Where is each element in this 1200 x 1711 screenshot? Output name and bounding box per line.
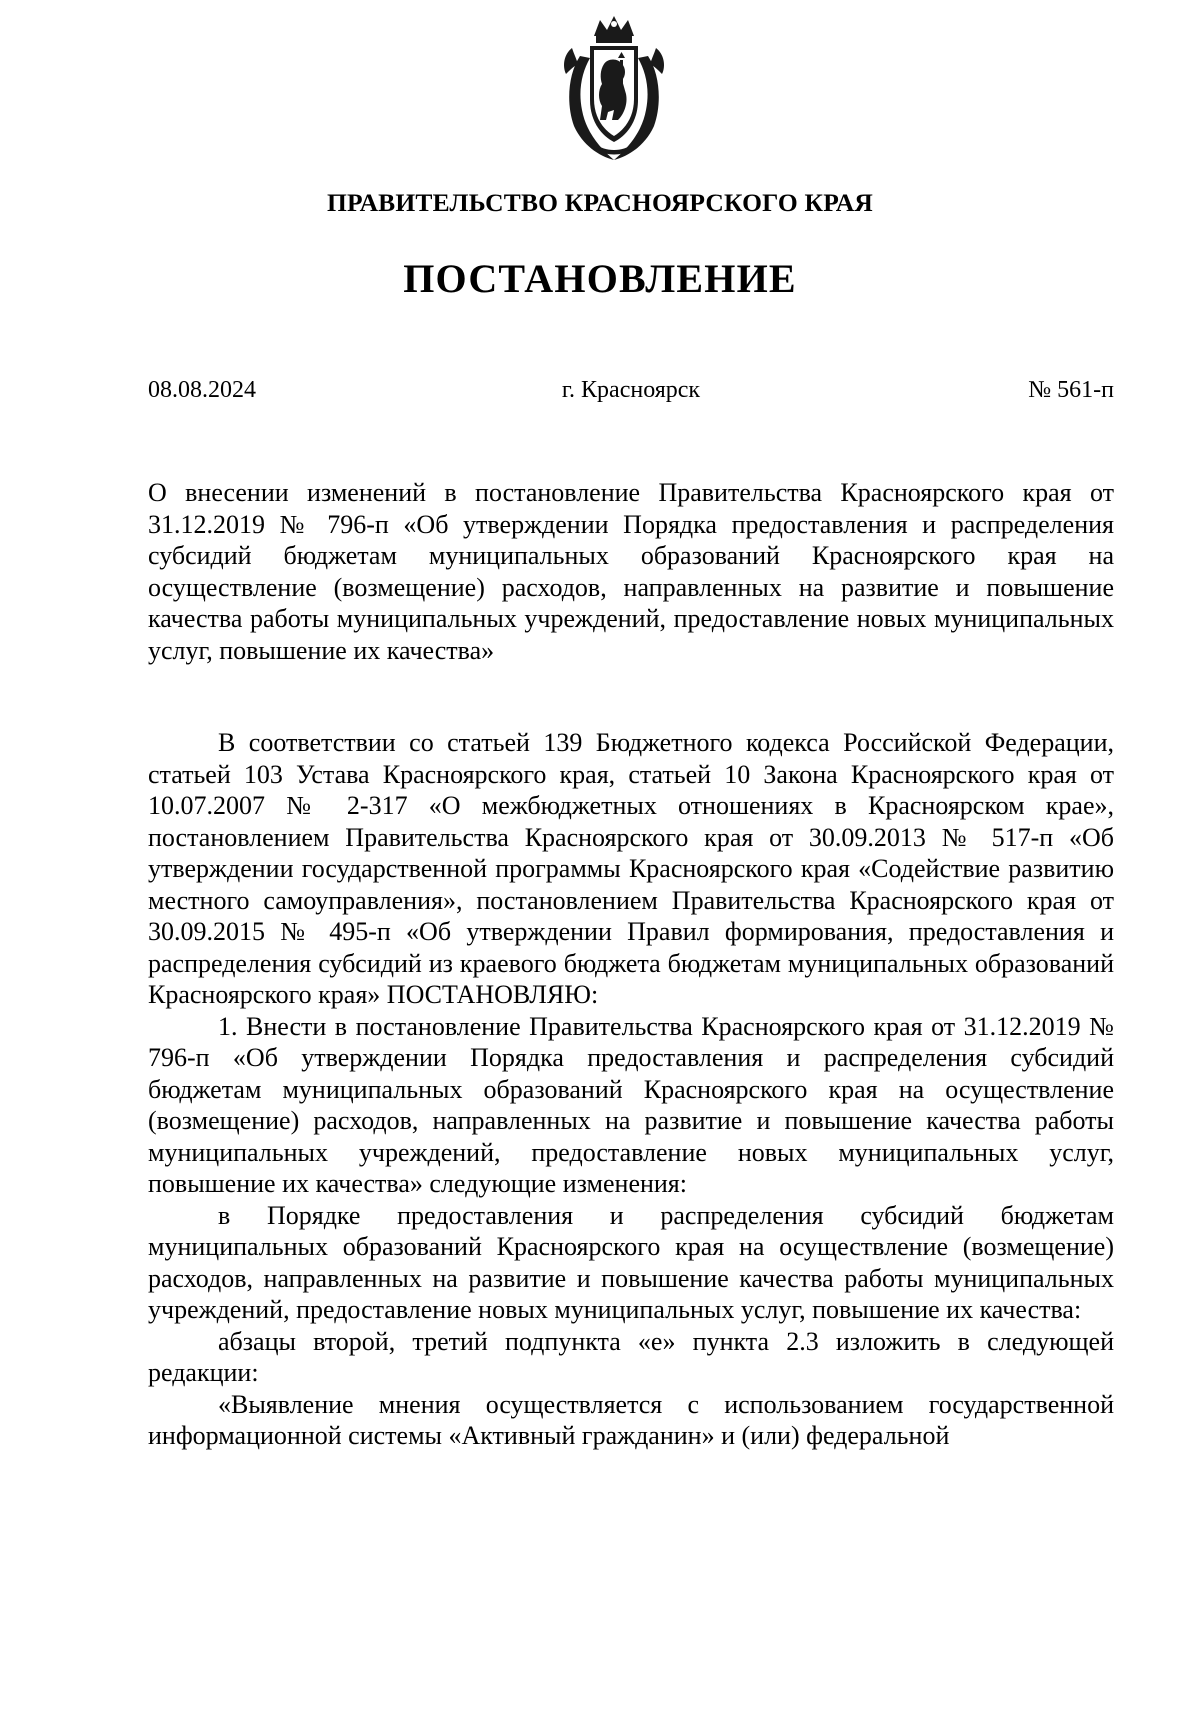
body-paragraph: «Выявление мнения осуществляется с использованием государственной информационной системы «Активный гражданин» и (или) федеральной bbox=[148, 1389, 1114, 1450]
body-paragraph: 1. Внести в постановление Правительства Красноярского края от 31.12.2019 № 796-п «Об утверждении Порядка предоставления и распределения субсидий бюджетам муниципальных образований Красноярского края на осуществление (возмещение) расходов, направленных на развитие и повышение качества работы муниципальных учреждений, предоставление новых муниципальных услуг, повышение их качества» следующие изменения: bbox=[148, 1011, 1114, 1198]
subject-text: О внесении изменений в постановление Правительства Красноярского края от 31.12.2019 № 796-п «Об утверждении Порядка предоставления и распределения субсидий бюджетам муниципальных образований Красноярского края на осуществление (возмещение) расходов, направленных на развитие и повышение качества работы муниципальных учреждений, предоставление новых муниципальных услуг, повышение их качества» bbox=[148, 478, 1114, 665]
document-meta-row bbox=[148, 377, 1114, 407]
body-paragraph: В соответствии со статьей 139 Бюджетного кодекса Российской Федерации, статьей 103 Устава Красноярского края, статьей 10 Закона Красноярского края от 10.07.2007 № 2-317 «О межбюджетных отношениях в Красноярском крае», постановлением Правительства Красноярского края от 30.09.2013 № 517-п «Об утверждении государственной программы Красноярского края «Содействие развитию местного самоуправления», постановлением Правительства Красноярского края от 30.09.2015 № 495-п «Об утверждении Правил формирования, предоставления и распределения субсидий из краевого бюджета бюджетам муниципальных образований Красноярского края» ПОСТАНОВЛЯЮ: bbox=[148, 728, 1114, 1009]
document-type-title: ПОСТАНОВЛЕНИЕ bbox=[403, 256, 797, 301]
document-body bbox=[148, 727, 1114, 1452]
document-subject bbox=[148, 477, 1114, 666]
body-paragraph: в Порядке предоставления и распределения субсидий бюджетам муниципальных образований Красноярского края на осуществление (возмещение) расходов, направленных на развитие и повышение качества работы муниципальных учреждений, предоставление новых муниципальных услуг, повышение их качества: bbox=[148, 1200, 1114, 1324]
document-number: № 561-п bbox=[1028, 377, 1114, 403]
document-date: 08.08.2024 bbox=[148, 377, 256, 403]
organization-title: ПРАВИТЕЛЬСТВО КРАСНОЯРСКОГО КРАЯ bbox=[327, 188, 873, 217]
document-city: г. Красноярск bbox=[561, 377, 701, 403]
body-paragraph: абзацы второй, третий подпункта «е» пункта 2.3 изложить в следующей редакции: bbox=[148, 1326, 1114, 1387]
coat-of-arms-icon bbox=[560, 14, 668, 164]
